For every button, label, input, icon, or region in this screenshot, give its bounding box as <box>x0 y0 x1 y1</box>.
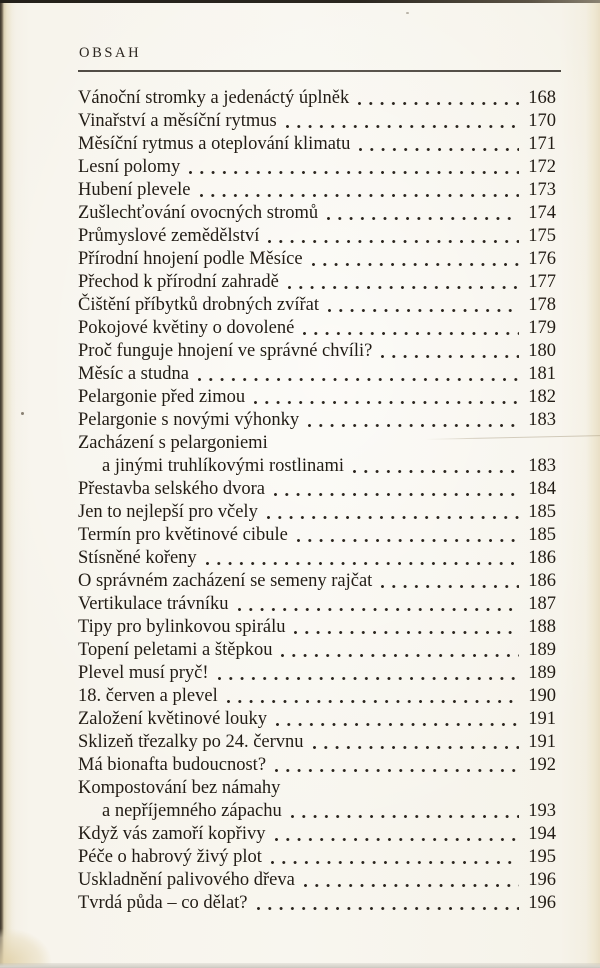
toc-dot-leader <box>275 837 519 842</box>
toc-entry-row <box>78 800 556 823</box>
paper-speck <box>406 12 409 14</box>
toc-dot-leader <box>291 814 519 819</box>
toc-entry-row <box>78 662 556 685</box>
toc-entry-title: Pelargonie s novými výhonky <box>78 410 300 430</box>
toc-entry-title: Pelargonie před zimou <box>78 387 246 407</box>
toc-page-number: 181 <box>528 364 556 384</box>
toc-page-number: 194 <box>528 824 556 844</box>
toc-entry-row <box>78 363 556 386</box>
toc-dot-leader <box>206 561 519 566</box>
toc-entry-title: Přechod k přírodní zahradě <box>78 272 279 292</box>
toc-entry-title: Pokojové květiny o dovolené <box>78 318 295 338</box>
toc-page-number: 177 <box>528 272 556 292</box>
toc-page-number: 196 <box>528 870 556 890</box>
toc-entry-title: Má bionafta budoucnost? <box>78 755 267 775</box>
toc-dot-leader <box>281 653 519 658</box>
toc-entry-row <box>78 823 556 846</box>
toc-entry-row <box>78 317 556 340</box>
toc-page-number: 195 <box>528 847 556 867</box>
toc-entry-row <box>78 156 556 179</box>
toc-dot-leader <box>304 883 519 888</box>
page-header: OBSAH <box>79 45 142 61</box>
toc-entry-row <box>78 478 556 501</box>
toc-dot-leader <box>313 745 519 750</box>
toc-entry-row <box>78 133 556 156</box>
toc-entry-title: Uskladnění palivového dřeva <box>78 870 295 890</box>
toc-entry-title: Péče o habrový živý plot <box>78 847 262 867</box>
toc-dot-leader <box>308 423 519 428</box>
toc-page-number: 188 <box>528 617 556 637</box>
toc-page-number: 168 <box>528 88 556 108</box>
scan-edge-left <box>0 0 16 968</box>
toc-dot-leader <box>254 400 519 405</box>
toc-entry-row <box>78 570 556 593</box>
toc-page-number: 184 <box>528 479 556 499</box>
toc-page-number: 170 <box>528 111 556 131</box>
toc-entry-title: Přírodní hnojení podle Měsíce <box>78 249 303 269</box>
scan-corner-stain <box>0 908 70 968</box>
toc-dot-leader <box>271 860 519 865</box>
toc-dot-leader <box>268 239 519 244</box>
toc-dot-leader <box>276 722 519 727</box>
toc-entry-title: Zacházení s pelargoniemi <box>78 433 268 453</box>
toc-entry-title: Čištění příbytků drobných zvířat <box>78 295 319 315</box>
toc-entry-row <box>78 386 556 409</box>
toc-entry-row <box>78 432 556 455</box>
toc-entry-title: Vánoční stromky a jedenáctý úplněk <box>78 88 350 108</box>
toc-entry-title: Přestavba selského dvora <box>78 479 266 499</box>
toc-dot-leader <box>227 699 519 704</box>
toc-entry-title: Termín pro květinové cibule <box>78 525 288 545</box>
toc-entry-title: Kompostování bez námahy <box>78 778 281 798</box>
toc-entry-row <box>78 892 556 915</box>
toc-entry-title: a jinými truhlíkovými rostlinami <box>102 456 345 476</box>
toc-page-number: 193 <box>528 801 556 821</box>
toc-entry-title: Vinařství a měsíční rytmus <box>78 111 277 131</box>
toc-entry-title: Sklizeň třezalky po 24. červnu <box>78 732 304 752</box>
toc-entry-row <box>78 179 556 202</box>
toc-entry-title: Lesní polomy <box>78 157 181 177</box>
toc-entry-row <box>78 754 556 777</box>
toc-dot-leader <box>274 492 519 497</box>
toc-entry-row <box>78 593 556 616</box>
toc-entry-row <box>78 202 556 225</box>
toc-entry-title: a nepříjemného zápachu <box>102 801 282 821</box>
toc-page-number: 187 <box>528 594 556 614</box>
toc-entry-title: Tipy pro bylinkovou spirálu <box>78 617 286 637</box>
toc-page-number: 192 <box>528 755 556 775</box>
scan-edge-top <box>0 0 600 3</box>
toc-entry-row <box>78 271 556 294</box>
toc-page-number: 185 <box>528 525 556 545</box>
toc-entry-row <box>78 708 556 731</box>
toc-entry-title: Když vás zamoří kopřivy <box>78 824 266 844</box>
toc-page-number: 190 <box>528 686 556 706</box>
toc-entry-row <box>78 87 556 110</box>
toc-entry-row <box>78 639 556 662</box>
toc-entry-title: Proč funguje hnojení ve správné chvíli? <box>78 341 373 361</box>
toc-entry-row <box>78 731 556 754</box>
toc-entry-row <box>78 409 556 432</box>
toc-page-number: 183 <box>528 410 556 430</box>
toc-page-number: 191 <box>528 732 556 752</box>
toc-dot-leader <box>328 308 519 313</box>
toc-page-number: 189 <box>528 663 556 683</box>
toc-entry-row <box>78 524 556 547</box>
toc-entry-title: Stísněné kořeny <box>78 548 197 568</box>
toc-page-number: 180 <box>528 341 556 361</box>
toc-entry-row <box>78 777 556 800</box>
toc-dot-leader <box>257 906 519 911</box>
toc-dot-leader <box>312 262 519 267</box>
toc-entry-title: Topení peletami a štěpkou <box>78 640 273 660</box>
toc-dot-leader <box>218 676 519 681</box>
toc-page-number: 191 <box>528 709 556 729</box>
toc-entry-title: Plevel musí pryč! <box>78 663 209 683</box>
toc-dot-leader <box>275 768 519 773</box>
toc-entry-title: Zušlechťování ovocných stromů <box>78 203 319 223</box>
toc-page-number: 186 <box>528 548 556 568</box>
toc-entry-title: 18. červen a plevel <box>78 686 218 706</box>
toc-dot-leader <box>381 354 519 359</box>
toc-page-number: 171 <box>528 134 556 154</box>
toc-page-number: 172 <box>528 157 556 177</box>
toc-page-number: 179 <box>528 318 556 338</box>
toc-entry-title: Měsíc a studna <box>78 364 189 384</box>
toc-page-number: 174 <box>528 203 556 223</box>
toc-dot-leader <box>238 607 519 612</box>
toc-dot-leader <box>381 584 519 589</box>
toc-dot-leader <box>200 193 520 198</box>
toc-dot-leader <box>198 377 519 382</box>
toc-dot-leader <box>303 331 519 336</box>
toc-entry-row <box>78 340 556 363</box>
toc-entry-title: Založení květinové louky <box>78 709 268 729</box>
toc-entry-row <box>78 294 556 317</box>
toc-entry-row <box>78 248 556 271</box>
toc-dot-leader <box>294 630 519 635</box>
toc-entry-title: Průmyslové zemědělství <box>78 226 260 246</box>
toc-page-number: 186 <box>528 571 556 591</box>
toc-dot-leader <box>267 515 519 520</box>
toc-entry-row <box>78 846 556 869</box>
scan-edge-right <box>586 0 600 968</box>
toc-dot-leader <box>286 124 519 129</box>
toc-entry-title: O správném zacházení se semeny rajčat <box>78 571 373 591</box>
toc-page-number: 176 <box>528 249 556 269</box>
toc-list <box>78 87 556 915</box>
toc-entry-title: Tvrdá půda – co dělat? <box>78 893 248 913</box>
toc-entry-row <box>78 501 556 524</box>
toc-dot-leader <box>358 101 519 106</box>
toc-dot-leader <box>189 170 519 175</box>
toc-page-number: 185 <box>528 502 556 522</box>
toc-page-number: 182 <box>528 387 556 407</box>
toc-dot-leader <box>327 216 519 221</box>
toc-dot-leader <box>288 285 519 290</box>
toc-entry-row <box>78 110 556 133</box>
toc-entry-row <box>78 685 556 708</box>
paper-speck <box>21 412 24 415</box>
toc-entry-row <box>78 616 556 639</box>
toc-page-number: 173 <box>528 180 556 200</box>
scan-edge-bottom <box>0 963 600 968</box>
toc-entry-row <box>78 547 556 570</box>
toc-dot-leader <box>353 469 519 474</box>
toc-page-number: 183 <box>528 456 556 476</box>
toc-dot-leader <box>297 538 519 543</box>
toc-entry-row <box>78 869 556 892</box>
toc-entry-row <box>78 225 556 248</box>
toc-entry-title: Vertikulace trávníku <box>78 594 229 614</box>
toc-entry-row <box>78 455 556 478</box>
toc-entry-title: Jen to nejlepší pro včely <box>78 502 258 522</box>
toc-page-number: 189 <box>528 640 556 660</box>
toc-page-number: 175 <box>528 226 556 246</box>
header-rule <box>78 70 561 72</box>
toc-dot-leader <box>359 147 519 152</box>
toc-entry-title: Hubení plevele <box>78 180 191 200</box>
toc-page-number: 178 <box>528 295 556 315</box>
toc-page-number: 196 <box>528 893 556 913</box>
toc-entry-title: Měsíční rytmus a oteplování klimatu <box>78 134 351 154</box>
